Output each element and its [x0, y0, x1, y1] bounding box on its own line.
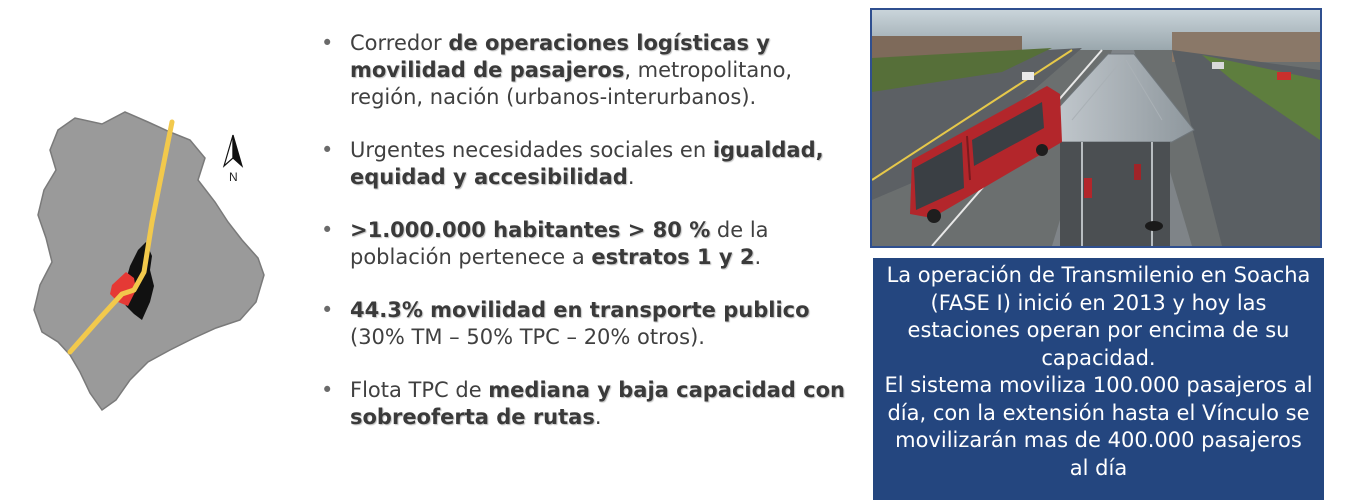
bullet-icon: • [321, 218, 334, 242]
bullet-item [315, 30, 855, 111]
bullet-text: . [594, 405, 602, 429]
bullet-bold-text: >1.000.000 habitantes > 80 % [350, 218, 711, 242]
bullet-bold-text: de operaciones logísticas y movilidad de pasajeros [350, 31, 770, 82]
bullet-text: , metropolitano, región, nación (urbanos-interurbanos). [350, 58, 793, 109]
info-paragraph-capacity: El sistema moviliza 100.000 pasajeros al día, con la extensión hasta el Vínculo se movilizarán mas de 400.000 pasajeros al día [884, 373, 1313, 480]
transmilenio-photo [870, 8, 1322, 248]
bullet-text: . [627, 165, 635, 189]
soacha-map [30, 110, 280, 420]
bullet-bold-text: mediana y baja capacidad con sobreoferta de rutas [350, 378, 845, 429]
info-box [873, 258, 1324, 500]
bullet-text: . [754, 245, 762, 269]
photo-illustration [872, 10, 1320, 246]
bullet-bold-text: igualdad, equidad y accesibilidad [350, 138, 824, 189]
north-arrow-icon [224, 135, 242, 166]
bullet-icon: • [321, 138, 334, 162]
bullet-text: de la población pertenece a [350, 218, 769, 269]
bullet-item [315, 377, 855, 431]
bullet-item [315, 297, 855, 351]
bullet-text: (30% TM – 50% TPC – 20% otros). [350, 325, 705, 349]
bullet-text: Urgentes necesidades sociales en [350, 138, 713, 162]
bullet-item [315, 217, 855, 271]
bullet-list [315, 30, 855, 457]
bullet-bold-text: estratos 1 y 2 [591, 245, 755, 269]
north-label: N [229, 170, 238, 184]
info-paragraph-operation: La operación de Transmilenio en Soacha (FASE I) inició en 2013 y hoy las estaciones operan por encima de su capacidad. [886, 263, 1311, 370]
bullet-text: Flota TPC de [350, 378, 489, 402]
bullet-item [315, 137, 855, 191]
bullet-text: Corredor [350, 31, 449, 55]
bullet-icon: • [321, 298, 334, 322]
bullet-icon: • [321, 378, 334, 402]
bullet-icon: • [321, 31, 334, 55]
bullet-bold-text: 44.3% movilidad en transporte publico [350, 298, 810, 322]
